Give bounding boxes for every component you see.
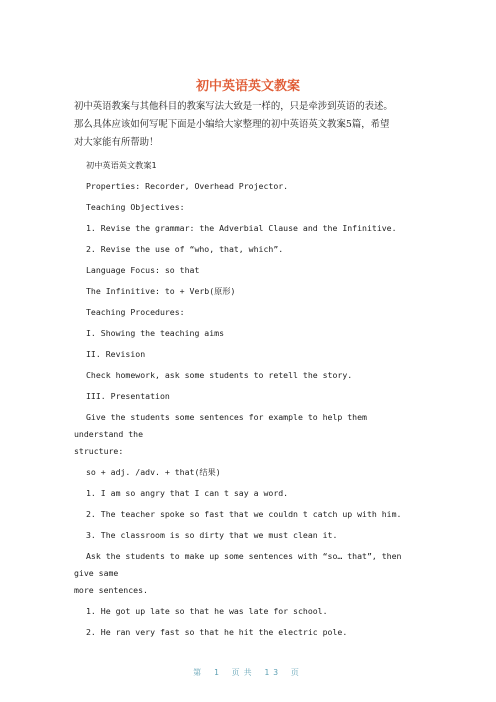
intro-paragraph [74,98,420,152]
document-title: 初中英语英文教案 [195,79,300,94]
body-line: Teaching Objectives: [86,202,185,212]
body-line: I. Showing the teaching aims [86,328,225,338]
body-line: structure: [74,446,124,456]
body-line: Ask the students to make up some sentences with “so… that”, then [86,551,402,561]
body-line: 2. The teacher spoke so fast that we couldn t catch up with him. [86,509,402,519]
body-line: Teaching Procedures: [86,307,185,317]
body-line: understand the [74,429,144,439]
body-line: Language Focus: so that [86,265,200,275]
body-line: The Infinitive: to + Verb(原形) [86,286,236,296]
body-line: so + adj. /adv. + that(结果) [86,467,221,477]
body-line: 1. Revise the grammar: the Adverbial Clause and the Infinitive. [86,223,397,233]
body-line: 3. The classroom is so dirty that we must clean it. [86,530,338,540]
intro-line: 那么具体应该如何写呢下面是小编给大家整理的初中英语英文教案5篇，希望 [74,119,390,130]
section-heading: 初中英语英文教案1 [86,160,157,170]
body-line: III. Presentation [86,391,170,401]
body-line: 2. He ran very fast so that he hit the electric pole. [86,627,348,637]
intro-line: 对大家能有所帮助！ [74,137,159,148]
body-line: 2. Revise the use of “who, that, which”. [86,244,284,254]
page-footer: 第 1 页共 13 页 [193,668,303,677]
body-line: II. Revision [86,349,146,359]
body-line: 1. He got up late so that he was late for school. [86,606,328,616]
body-line: 1. I am so angry that I can t say a word. [86,488,289,498]
body-line: Properties: Recorder, Overhead Projector. [86,181,289,191]
body-line: more sentences. [74,585,148,595]
body-line: give same [74,568,119,578]
intro-line: 初中英语教案与其他科目的教案写法大致是一样的，只是牵涉到英语的表述。 [74,101,393,112]
body-line: Give the students some sentences for example to help them [86,412,367,422]
body-line: Check homework, ask some students to retell the story. [86,370,353,380]
